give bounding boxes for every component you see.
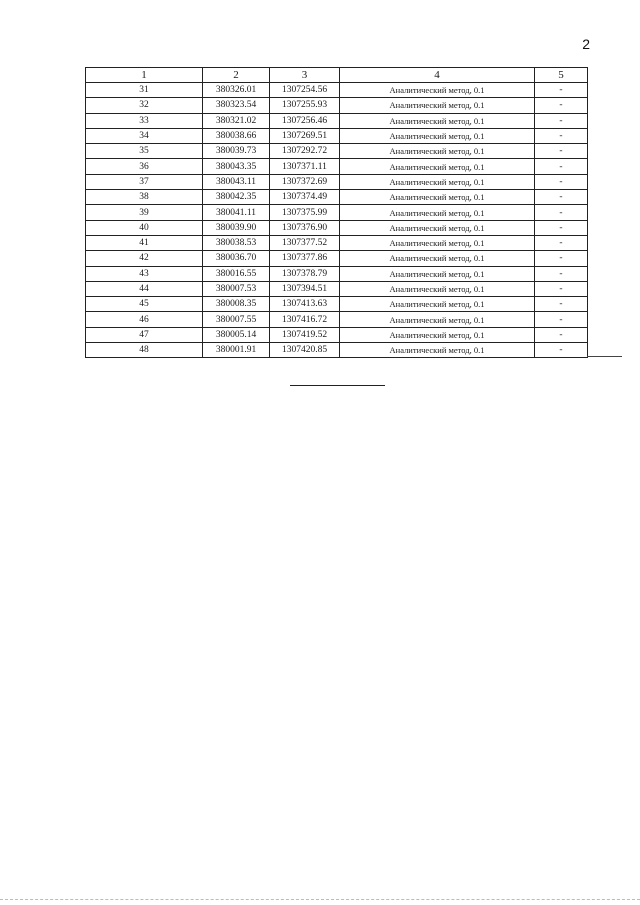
table-row bbox=[86, 327, 588, 342]
table-row bbox=[86, 312, 588, 327]
y-coordinate-cell: 1307377.52 bbox=[270, 235, 340, 250]
column-header-5: 5 bbox=[535, 68, 588, 83]
point-number-cell: 33 bbox=[86, 113, 203, 128]
table-row bbox=[86, 251, 588, 266]
x-coordinate-cell: 380326.01 bbox=[203, 83, 270, 98]
table-row bbox=[86, 159, 588, 174]
x-coordinate-cell: 380321.02 bbox=[203, 113, 270, 128]
page-number: 2 bbox=[582, 36, 590, 52]
point-number-cell: 37 bbox=[86, 174, 203, 189]
point-number-cell: 41 bbox=[86, 235, 203, 250]
x-coordinate-cell: 380036.70 bbox=[203, 251, 270, 266]
coordinates-table bbox=[85, 67, 588, 358]
point-number-cell: 34 bbox=[86, 128, 203, 143]
method-cell: Аналитический метод, 0.1 bbox=[340, 343, 535, 358]
y-coordinate-cell: 1307377.86 bbox=[270, 251, 340, 266]
table-trailing-line bbox=[587, 356, 622, 357]
x-coordinate-cell: 380039.90 bbox=[203, 220, 270, 235]
table-row bbox=[86, 235, 588, 250]
point-number-cell: 40 bbox=[86, 220, 203, 235]
x-coordinate-cell: 380043.11 bbox=[203, 174, 270, 189]
note-cell: - bbox=[535, 128, 588, 143]
method-cell: Аналитический метод, 0.1 bbox=[340, 281, 535, 296]
y-coordinate-cell: 1307269.51 bbox=[270, 128, 340, 143]
table-body bbox=[86, 83, 588, 358]
method-cell: Аналитический метод, 0.1 bbox=[340, 190, 535, 205]
table-row bbox=[86, 297, 588, 312]
x-coordinate-cell: 380001.91 bbox=[203, 343, 270, 358]
y-coordinate-cell: 1307372.69 bbox=[270, 174, 340, 189]
x-coordinate-cell: 380323.54 bbox=[203, 98, 270, 113]
note-cell: - bbox=[535, 220, 588, 235]
y-coordinate-cell: 1307419.52 bbox=[270, 327, 340, 342]
method-cell: Аналитический метод, 0.1 bbox=[340, 235, 535, 250]
method-cell: Аналитический метод, 0.1 bbox=[340, 113, 535, 128]
point-number-cell: 42 bbox=[86, 251, 203, 266]
note-cell: - bbox=[535, 327, 588, 342]
y-coordinate-cell: 1307371.11 bbox=[270, 159, 340, 174]
note-cell: - bbox=[535, 159, 588, 174]
y-coordinate-cell: 1307254.56 bbox=[270, 83, 340, 98]
point-number-cell: 45 bbox=[86, 297, 203, 312]
method-cell: Аналитический метод, 0.1 bbox=[340, 312, 535, 327]
note-cell: - bbox=[535, 144, 588, 159]
column-header-1: 1 bbox=[86, 68, 203, 83]
y-coordinate-cell: 1307378.79 bbox=[270, 266, 340, 281]
y-coordinate-cell: 1307376.90 bbox=[270, 220, 340, 235]
x-coordinate-cell: 380007.55 bbox=[203, 312, 270, 327]
y-coordinate-cell: 1307256.46 bbox=[270, 113, 340, 128]
y-coordinate-cell: 1307255.93 bbox=[270, 98, 340, 113]
x-coordinate-cell: 380041.11 bbox=[203, 205, 270, 220]
table-row bbox=[86, 343, 588, 358]
y-coordinate-cell: 1307420.85 bbox=[270, 343, 340, 358]
y-coordinate-cell: 1307374.49 bbox=[270, 190, 340, 205]
note-cell: - bbox=[535, 343, 588, 358]
note-cell: - bbox=[535, 205, 588, 220]
column-header-2: 2 bbox=[203, 68, 270, 83]
x-coordinate-cell: 380043.35 bbox=[203, 159, 270, 174]
table-row bbox=[86, 98, 588, 113]
point-number-cell: 43 bbox=[86, 266, 203, 281]
column-header-3: 3 bbox=[270, 68, 340, 83]
y-coordinate-cell: 1307292.72 bbox=[270, 144, 340, 159]
table-header-row bbox=[86, 68, 588, 83]
method-cell: Аналитический метод, 0.1 bbox=[340, 98, 535, 113]
point-number-cell: 35 bbox=[86, 144, 203, 159]
point-number-cell: 38 bbox=[86, 190, 203, 205]
x-coordinate-cell: 380038.66 bbox=[203, 128, 270, 143]
x-coordinate-cell: 380016.55 bbox=[203, 266, 270, 281]
table-row bbox=[86, 83, 588, 98]
note-cell: - bbox=[535, 98, 588, 113]
note-cell: - bbox=[535, 312, 588, 327]
y-coordinate-cell: 1307416.72 bbox=[270, 312, 340, 327]
table-row bbox=[86, 220, 588, 235]
method-cell: Аналитический метод, 0.1 bbox=[340, 266, 535, 281]
x-coordinate-cell: 380008.35 bbox=[203, 297, 270, 312]
x-coordinate-cell: 380005.14 bbox=[203, 327, 270, 342]
note-cell: - bbox=[535, 297, 588, 312]
end-of-document-rule bbox=[290, 385, 385, 386]
note-cell: - bbox=[535, 266, 588, 281]
method-cell: Аналитический метод, 0.1 bbox=[340, 128, 535, 143]
method-cell: Аналитический метод, 0.1 bbox=[340, 205, 535, 220]
point-number-cell: 39 bbox=[86, 205, 203, 220]
point-number-cell: 36 bbox=[86, 159, 203, 174]
note-cell: - bbox=[535, 251, 588, 266]
point-number-cell: 44 bbox=[86, 281, 203, 296]
x-coordinate-cell: 380039.73 bbox=[203, 144, 270, 159]
method-cell: Аналитический метод, 0.1 bbox=[340, 327, 535, 342]
note-cell: - bbox=[535, 281, 588, 296]
point-number-cell: 48 bbox=[86, 343, 203, 358]
point-number-cell: 47 bbox=[86, 327, 203, 342]
scan-edge-line bbox=[0, 899, 640, 900]
method-cell: Аналитический метод, 0.1 bbox=[340, 174, 535, 189]
note-cell: - bbox=[535, 113, 588, 128]
method-cell: Аналитический метод, 0.1 bbox=[340, 159, 535, 174]
method-cell: Аналитический метод, 0.1 bbox=[340, 83, 535, 98]
x-coordinate-cell: 380042.35 bbox=[203, 190, 270, 205]
y-coordinate-cell: 1307413.63 bbox=[270, 297, 340, 312]
column-header-4: 4 bbox=[340, 68, 535, 83]
note-cell: - bbox=[535, 235, 588, 250]
method-cell: Аналитический метод, 0.1 bbox=[340, 144, 535, 159]
x-coordinate-cell: 380038.53 bbox=[203, 235, 270, 250]
point-number-cell: 46 bbox=[86, 312, 203, 327]
method-cell: Аналитический метод, 0.1 bbox=[340, 251, 535, 266]
point-number-cell: 31 bbox=[86, 83, 203, 98]
table-row bbox=[86, 266, 588, 281]
x-coordinate-cell: 380007.53 bbox=[203, 281, 270, 296]
table-row bbox=[86, 144, 588, 159]
method-cell: Аналитический метод, 0.1 bbox=[340, 220, 535, 235]
table-row bbox=[86, 205, 588, 220]
point-number-cell: 32 bbox=[86, 98, 203, 113]
method-cell: Аналитический метод, 0.1 bbox=[340, 297, 535, 312]
table-row bbox=[86, 281, 588, 296]
y-coordinate-cell: 1307375.99 bbox=[270, 205, 340, 220]
table-row bbox=[86, 113, 588, 128]
note-cell: - bbox=[535, 190, 588, 205]
table-row bbox=[86, 174, 588, 189]
note-cell: - bbox=[535, 83, 588, 98]
note-cell: - bbox=[535, 174, 588, 189]
table-row bbox=[86, 128, 588, 143]
y-coordinate-cell: 1307394.51 bbox=[270, 281, 340, 296]
table-row bbox=[86, 190, 588, 205]
